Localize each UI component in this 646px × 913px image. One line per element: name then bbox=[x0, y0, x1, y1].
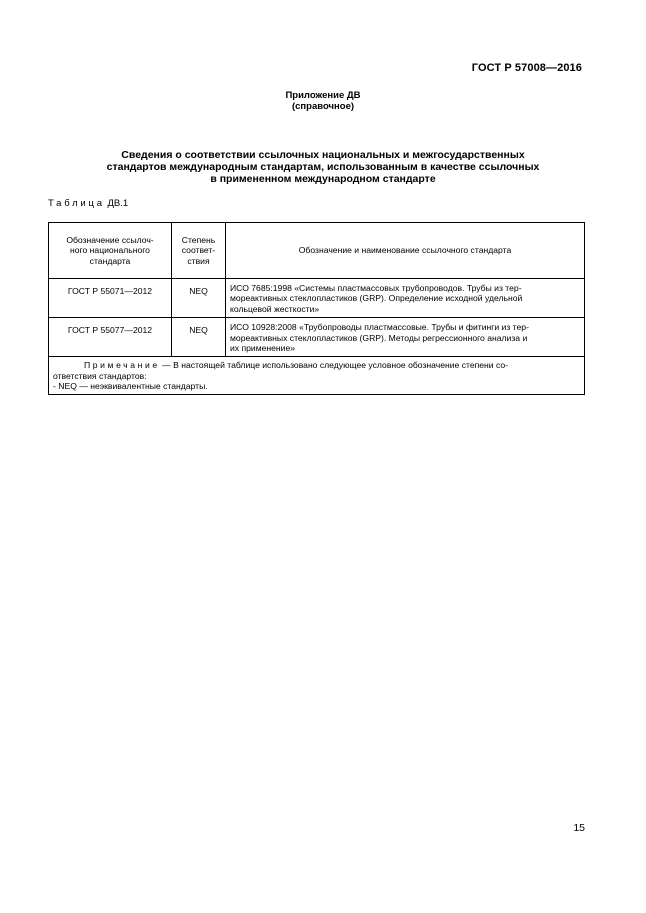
note-word: Примечание bbox=[84, 360, 160, 371]
row-description-line: ИСО 10928:2008 «Трубопроводы пластмассовые. Трубы и фитинги из тер- bbox=[230, 322, 529, 333]
table-label-word: Таблица bbox=[48, 198, 105, 209]
header-line: Обозначение и наименование ссылочного стандарта bbox=[298, 245, 512, 256]
header-line: ного национального bbox=[70, 245, 150, 256]
header-degree bbox=[172, 223, 226, 279]
header-line: соответ- bbox=[181, 245, 216, 256]
document-code: ГОСТ Р 57008—2016 bbox=[471, 62, 582, 74]
header-national-standard bbox=[49, 223, 172, 279]
table-label-id: ДВ.1 bbox=[107, 198, 129, 209]
note-line bbox=[53, 360, 580, 370]
note-line: - NEQ — неэквивалентные стандарты. bbox=[53, 381, 208, 392]
row-description-line: ИСО 7685:1998 «Системы пластмассовых трубопроводов. Трубы из тер- bbox=[230, 283, 522, 293]
table-header-row bbox=[49, 223, 585, 279]
row-description-line: кольцевой жесткости» bbox=[230, 303, 320, 314]
note-line: ответствия стандартов: bbox=[53, 370, 147, 381]
annex-heading bbox=[0, 90, 646, 112]
section-title-line: Сведения о соответствии ссылочных национальных и межгосударственных bbox=[121, 149, 525, 161]
row-description bbox=[226, 318, 585, 357]
header-line: ствия bbox=[187, 255, 210, 266]
row-degree: NEQ bbox=[172, 318, 226, 357]
row-description-line: мореактивных стеклопластиков (GRP). Методы регрессионного анализа и bbox=[230, 332, 528, 343]
table-row bbox=[49, 318, 585, 357]
header-international-standard bbox=[226, 223, 585, 279]
table-label bbox=[48, 198, 128, 209]
row-description bbox=[226, 279, 585, 318]
table-note-row bbox=[49, 357, 585, 394]
row-degree: NEQ bbox=[172, 279, 226, 318]
header-line: стандарта bbox=[89, 255, 131, 266]
header-line: Степень bbox=[181, 234, 216, 245]
annex-subtitle: (справочное) bbox=[291, 101, 355, 112]
row-description-line: мореактивных стеклопластиков (GRP). Определение исходной удельной bbox=[230, 293, 523, 304]
reference-standards-table bbox=[48, 222, 585, 395]
table-note bbox=[49, 357, 585, 394]
section-title-line: в примененном международном стандарте bbox=[210, 173, 436, 185]
header-line: Обозначение ссылоч- bbox=[66, 234, 154, 245]
row-description-line: их применение» bbox=[230, 343, 296, 354]
note-text: — В настоящей таблице использовано следующее условное обозначение степени со- bbox=[159, 360, 509, 371]
section-title bbox=[60, 149, 586, 185]
row-standard-code: ГОСТ Р 55077—2012 bbox=[49, 318, 172, 357]
annex-title: Приложение ДВ bbox=[285, 90, 361, 101]
row-standard-code: ГОСТ Р 55071—2012 bbox=[49, 279, 172, 318]
page-number: 15 bbox=[573, 822, 585, 834]
section-title-line: стандартов международным стандартам, использованным в качестве ссылочных bbox=[106, 161, 540, 173]
table-row bbox=[49, 279, 585, 318]
